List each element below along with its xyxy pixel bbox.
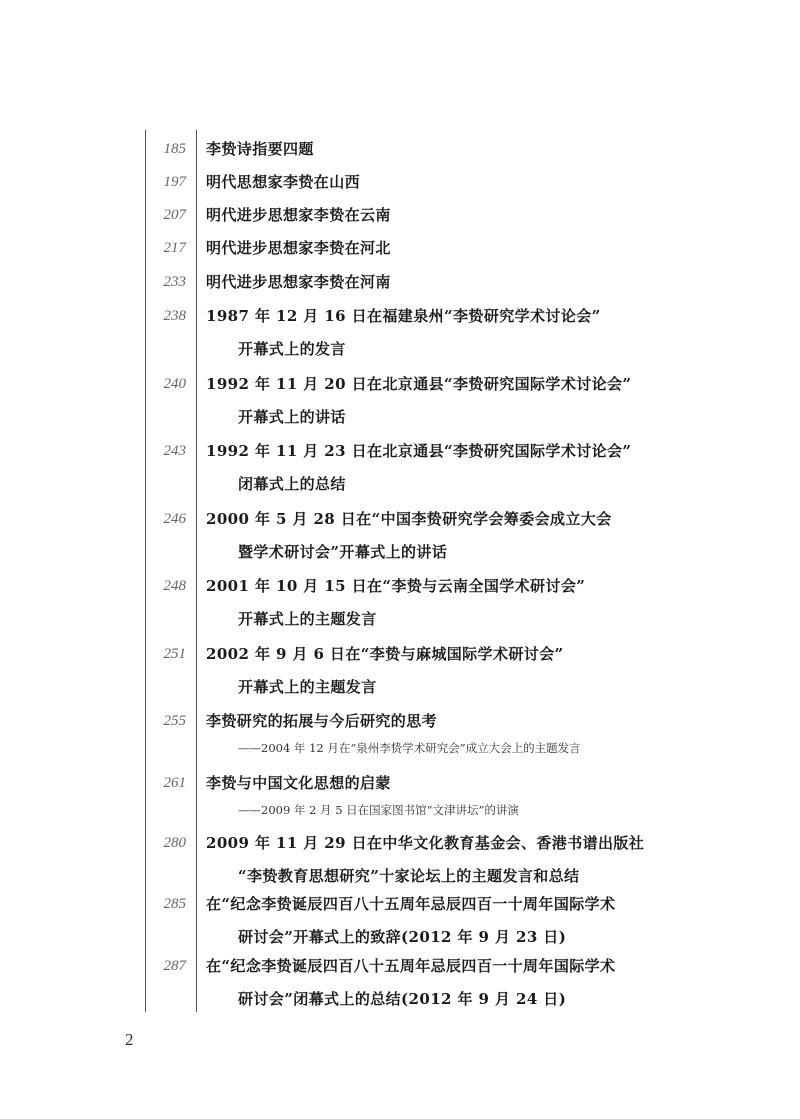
entry-title: 李贽研究的拓展与今后研究的思考 — [206, 712, 438, 730]
page-number: 255 — [163, 713, 186, 729]
page-number: 243 — [163, 443, 186, 459]
entry-note: ——2009 年 2 月 5 日在国家图书馆“文津讲坛”的讲演 — [238, 803, 519, 817]
page-number: 240 — [163, 376, 186, 392]
entry-title: 2002 年 9 月 6 日在“李贽与麻城国际学术研讨会” — [206, 645, 564, 663]
page-number: 280 — [163, 835, 186, 851]
page-number: 251 — [163, 646, 186, 662]
entry-title: 李贽诗指要四题 — [206, 140, 314, 158]
page-number: 207 — [163, 207, 186, 223]
entry-title-continuation: 研讨会”开幕式上的致辞(2012 年 9 月 23 日) — [238, 928, 567, 946]
entry-title-continuation: 研讨会”闭幕式上的总结(2012 年 9 月 24 日) — [238, 990, 567, 1008]
margin-rule-inner — [196, 130, 197, 1012]
entry-title-continuation: 开幕式上的主题发言 — [238, 610, 377, 628]
entry-title: 1992 年 11 月 23 日在北京通县“李贽研究国际学术讨论会” — [206, 442, 632, 460]
page-number: 261 — [163, 775, 186, 791]
entry-title: 明代进步思想家李贽在河北 — [206, 239, 391, 257]
entry-title-continuation: 闭幕式上的总结 — [238, 475, 346, 493]
page-number: 197 — [163, 174, 186, 190]
entry-title-continuation: 暨学术研讨会”开幕式上的讲话 — [238, 543, 448, 561]
entry-title: 明代进步思想家李贽在云南 — [206, 206, 391, 224]
page-number: 246 — [163, 511, 186, 527]
page-number: 238 — [163, 308, 186, 324]
page-number: 287 — [163, 958, 186, 974]
margin-rule-outer — [145, 130, 146, 1012]
page-number: 185 — [163, 141, 186, 157]
entry-title: 1987 年 12 月 16 日在福建泉州“李贽研究学术讨论会” — [206, 307, 601, 325]
entry-title: 明代思想家李贽在山西 — [206, 173, 361, 191]
entry-title-continuation: “李贽教育思想研究”十家论坛上的主题发言和总结 — [238, 867, 580, 885]
page-number: 217 — [163, 240, 186, 256]
entry-title-continuation: 开幕式上的主题发言 — [238, 678, 377, 696]
entry-title: 1992 年 11 月 20 日在北京通县“李贽研究国际学术讨论会” — [206, 375, 632, 393]
page-number: 233 — [163, 274, 186, 290]
entry-title: 2000 年 5 月 28 日在“中国李贽研究学会筹委会成立大会 — [206, 510, 612, 528]
entry-title: 李贽与中国文化思想的启蒙 — [206, 774, 391, 792]
entry-title-continuation: 开幕式上的讲话 — [238, 408, 346, 426]
entry-note: ——2004 年 12 月在“泉州李贽学术研究会”成立大会上的主题发言 — [238, 741, 581, 755]
entry-title-continuation: 开幕式上的发言 — [238, 340, 346, 358]
entry-title: 2009 年 11 月 29 日在中华文化教育基金会、香港书谱出版社 — [206, 834, 645, 852]
page-folio-number: 2 — [125, 1030, 134, 1049]
page-number: 248 — [163, 578, 186, 594]
page-number: 285 — [163, 896, 186, 912]
entry-title: 在“纪念李贽诞辰四百八十五周年忌辰四百一十周年国际学术 — [206, 957, 616, 975]
entry-title: 在“纪念李贽诞辰四百八十五周年忌辰四百一十周年国际学术 — [206, 895, 616, 913]
entry-title: 2001 年 10 月 15 日在“李贽与云南全国学术研讨会” — [206, 577, 586, 595]
entry-title: 明代进步思想家李贽在河南 — [206, 273, 391, 291]
